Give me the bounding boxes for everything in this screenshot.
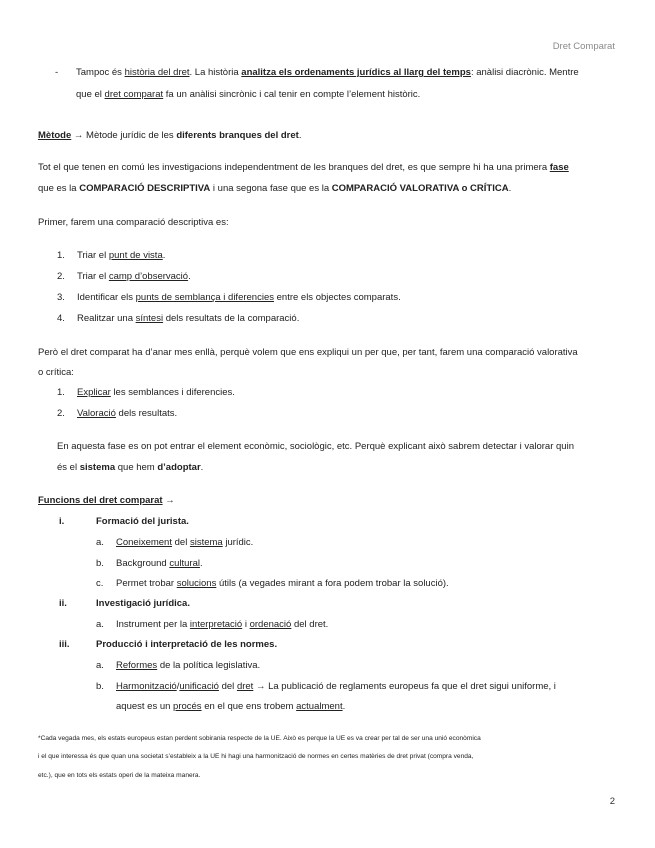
step-number: 3. <box>57 292 65 303</box>
underlined-term: fase <box>549 162 569 173</box>
text-run: que el <box>76 89 105 100</box>
text-run: entre els objectes comparats. <box>273 292 401 303</box>
arrow-icon: → <box>162 495 175 506</box>
list-item <box>77 313 299 325</box>
underlined-term: interpretació <box>189 619 243 630</box>
para1-line-2 <box>38 183 511 195</box>
text-run: i una segona fase que es la <box>210 183 332 194</box>
function-title: Producció i interpretació de les normes. <box>96 639 278 650</box>
text-run: del <box>171 537 190 548</box>
para3-line-1: Però el dret comparat ha d’anar mes enllà, perquè volem que ens expliqui un per que, per tant, farem una comparació valorativa <box>38 347 578 358</box>
text-run: Permet trobar <box>116 578 177 589</box>
bold-term: sistema <box>79 462 116 473</box>
text-run: . <box>162 250 166 261</box>
bold-term: diferents branques del dret <box>176 130 299 141</box>
step-number: 2. <box>57 408 65 419</box>
text-run: . <box>298 130 302 141</box>
roman-number: iii. <box>59 639 70 650</box>
intro-dash: - <box>55 67 59 78</box>
text-run: . <box>342 701 346 712</box>
underlined-term: dret <box>236 681 254 692</box>
page-number: 2 <box>609 796 615 807</box>
funcions-heading <box>38 495 175 507</box>
list-item <box>77 250 165 262</box>
running-header: Dret Comparat <box>552 41 615 52</box>
text-run: dels resultats de la comparació. <box>163 313 300 324</box>
function-title: Formació del jurista. <box>96 516 189 527</box>
text-run: . <box>508 183 512 194</box>
text-run: aquest es un <box>116 701 174 712</box>
text-run: del <box>218 681 237 692</box>
text-run: útils (a vegades mirant a fora podem trobar la solució). <box>216 578 449 589</box>
underlined-term: punts de semblança i diferencies <box>135 292 274 303</box>
underlined-term: Harmonització <box>116 681 177 692</box>
text-run: del dret. <box>291 619 329 630</box>
sub-item <box>116 558 203 570</box>
underlined-term: dret comparat <box>104 89 164 100</box>
list-item <box>77 408 177 420</box>
bold-term: COMPARACIÓ DESCRIPTIVA <box>79 183 211 194</box>
intro-line-2 <box>76 89 420 101</box>
text-run: de la política legislativa. <box>157 660 261 671</box>
para4-line-2 <box>57 462 203 474</box>
sub-item <box>116 537 253 549</box>
sub-item <box>116 578 449 590</box>
text-run: que hem <box>115 462 158 473</box>
sub-letter: a. <box>96 660 104 671</box>
intro-line-1 <box>76 67 579 79</box>
sub-letter: c. <box>96 578 104 589</box>
sub-item-line-2 <box>116 701 345 713</box>
text-run: Triar el <box>77 250 109 261</box>
text-run: . La història <box>189 67 242 78</box>
underlined-term: procés <box>173 701 202 712</box>
text-run: Realitzar una <box>77 313 136 324</box>
text-run: Triar el <box>77 271 109 282</box>
bold-term: COMPARACIÓ VALORATIVA o CRÍTICA <box>331 183 509 194</box>
text-run: jurídic. <box>222 537 254 548</box>
underlined-term: Coneixement <box>116 537 172 548</box>
text-run: . <box>200 462 204 473</box>
underlined-term: Explicar <box>77 387 111 398</box>
underlined-term: camp d’observació <box>108 271 189 282</box>
underlined-term: història del dret <box>124 67 190 78</box>
section-heading: Funcions del dret comparat <box>38 495 163 506</box>
step-number: 1. <box>57 250 65 261</box>
underlined-term: Valoració <box>77 408 116 419</box>
footnote-line-3: etc.), que en tots els estats operi de la mateixa manera. <box>38 772 201 779</box>
sub-letter: b. <box>96 558 104 569</box>
step-number: 4. <box>57 313 65 324</box>
para4-line-1: En aquesta fase es on pot entrar el element econòmic, sociològic, etc. Perquè explicant això sabrem detectar i valorar quin <box>57 441 574 452</box>
underlined-term: analitza els ordenaments jurídics al llarg del temps <box>241 67 471 78</box>
underlined-term: punt de vista <box>108 250 163 261</box>
underlined-term: síntesi <box>135 313 164 324</box>
step-number: 1. <box>57 387 65 398</box>
text-run: . <box>188 271 191 282</box>
underlined-term: actualment <box>296 701 343 712</box>
text-run: Instrument per la <box>116 619 190 630</box>
underlined-term: solucions <box>176 578 217 589</box>
text-run: → Mètode jurídic de les <box>71 130 177 141</box>
underlined-term: ordenació <box>249 619 292 630</box>
underlined-term: Reformes <box>116 660 158 671</box>
footnote-line-2: i el que interessa és que quan una societat s’estableix a la UE hi hagi una harmonització de normes en certes matèries de dret privat (compra venda, <box>38 753 474 760</box>
text-run: Background <box>116 558 170 569</box>
roman-number: ii. <box>59 598 67 609</box>
sub-letter: a. <box>96 537 104 548</box>
bold-term: d’adoptar <box>157 462 201 473</box>
text-run: fa un anàlisi sincrònic i cal tenir en compte l’element històric. <box>163 89 421 100</box>
sub-letter: b. <box>96 681 104 692</box>
text-run: Identificar els <box>77 292 136 303</box>
text-run: les semblances i diferencies. <box>110 387 235 398</box>
para2: Primer, farem una comparació descriptiva es: <box>38 217 229 228</box>
para1-line-1 <box>38 162 569 174</box>
function-title: Investigació jurídica. <box>96 598 190 609</box>
text-run: en el que ens trobem <box>201 701 297 712</box>
list-item <box>77 271 191 283</box>
para3-line-2: o crítica: <box>38 367 74 378</box>
roman-number: i. <box>59 516 65 527</box>
underlined-term: sistema <box>189 537 223 548</box>
text-run: Tot el que tenen en comú les investigacions independentment de les branques del dret, es que sempre hi ha una primera <box>38 162 550 173</box>
text-run: dels resultats. <box>115 408 178 419</box>
text-run: → La publicació de reglaments europeus fa que el dret sigui uniforme, i <box>253 681 556 692</box>
text-run: i <box>242 619 250 630</box>
step-number: 2. <box>57 271 65 282</box>
list-item <box>77 292 401 304</box>
text-run: que es la <box>38 183 80 194</box>
text-run: Tampoc és <box>76 67 125 78</box>
list-item <box>77 387 235 399</box>
text-run: és el <box>57 462 80 473</box>
sub-item <box>116 660 260 672</box>
sub-item-line-1 <box>116 681 556 693</box>
underlined-term: unificació <box>179 681 219 692</box>
sub-letter: a. <box>96 619 104 630</box>
sub-item <box>116 619 328 631</box>
text-run: / <box>176 681 180 692</box>
section-heading: Mètode <box>38 130 72 141</box>
underlined-term: cultural <box>169 558 200 569</box>
footnote-line-1: *Cada vegada mes, els estats europeus estan perdent sobirania respecte de la UE. Això es perque la UE es va crear per tal de ser una unió econòmica <box>38 735 481 742</box>
text-run: : anàlisi diacrònic. Mentre <box>470 67 579 78</box>
text-run: . <box>199 558 203 569</box>
metode-line <box>38 130 301 142</box>
